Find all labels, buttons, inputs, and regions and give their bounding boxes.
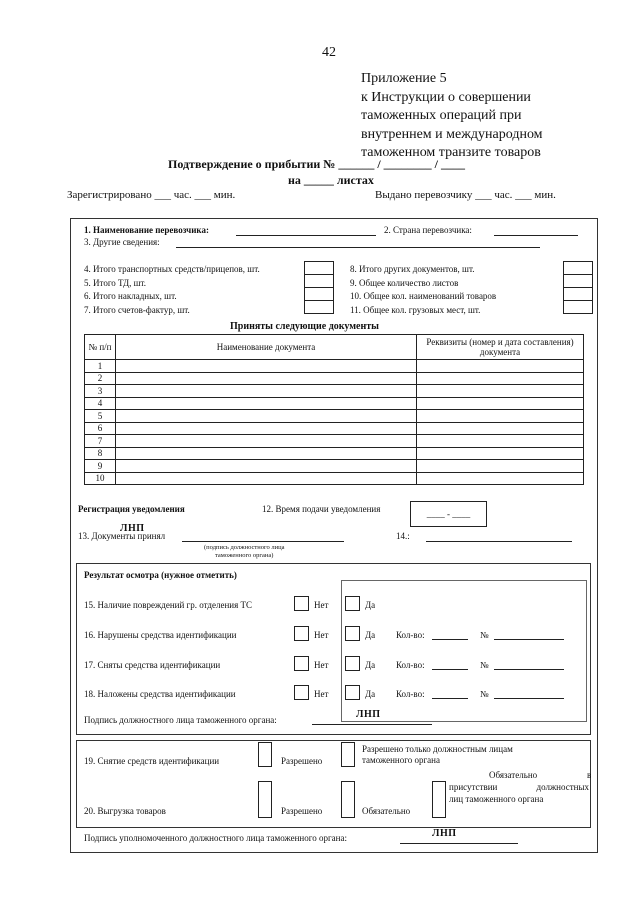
row-16-no-label: Нет [314,630,329,640]
doc-name-cell[interactable] [116,472,417,485]
appendix-heading [361,70,543,163]
table-row [85,472,584,485]
allowed-officials-line-1: Разрешено только должностным лицам [362,744,513,754]
seals-initials-stamp: ЛНП [432,828,457,839]
row-20-presence-checkbox[interactable] [432,781,446,818]
mandatory-presence-line-2: в [587,770,592,780]
doc-name-cell[interactable] [116,372,417,385]
appendix-line-2: к Инструкции о совершении [361,89,531,105]
row-number: 4 [85,397,116,410]
row-17-no-label: Нет [314,660,329,670]
table-row [85,397,584,410]
row-18-no-checkbox[interactable] [294,685,309,700]
doc-req-cell[interactable] [417,397,584,410]
docs-table [84,334,584,485]
row-15-label: 15. Наличие повреждений гр. отделения ТС [84,600,252,610]
doc-req-cell[interactable] [417,435,584,448]
table-row [85,447,584,460]
row-18-num-label: № [480,689,489,699]
row-number: 10 [85,472,116,485]
page-number: 42 [322,45,336,60]
row-15-yes-label: Да [365,600,376,610]
total-td-box[interactable] [304,274,334,288]
docs-table-title: Приняты следующие документы [230,321,379,332]
total-goods-names-label: 10. Общее кол. наименований товаров [350,291,497,301]
row-18-qty-label: Кол-во: [396,689,425,699]
row-19-officials-checkbox[interactable] [341,742,355,767]
doc-name-cell[interactable] [116,385,417,398]
row-15-yes-checkbox[interactable] [345,596,360,611]
doc-req-cell[interactable] [417,460,584,473]
row-20-mandatory-label: Обязательно [362,806,411,816]
row-number: 3 [85,385,116,398]
seals-signature-label: Подпись уполномоченного должностного лица таможенного органа: [84,833,347,843]
mandatory-presence-line-4: лиц таможенного органа [449,794,544,804]
table-row [85,372,584,385]
total-goods-names-box[interactable] [563,287,593,301]
total-vehicles-label: 4. Итого транспортных средств/прицепов, шт. [84,264,260,274]
row-16-num-label: № [480,630,489,640]
col-name-header: Наименование документа [116,335,417,360]
col-number-header: № п/п [85,335,116,360]
row-20-label: 20. Выгрузка товаров [84,806,166,816]
total-cargo-places-box[interactable] [563,300,593,314]
table-row [85,460,584,473]
registered-time: Зарегистрировано ___ час. ___ мин. [67,189,236,201]
row-16-label: 16. Нарушены средства идентификации [84,630,237,640]
total-vehicles-box[interactable] [304,261,334,275]
inspection-initials-stamp: ЛНП [356,709,381,720]
total-sheets-box[interactable] [563,274,593,288]
signature-note [204,544,284,560]
registration-label: Регистрация уведомления [78,504,185,514]
row-17-qty-label: Кол-во: [396,660,425,670]
row-number: 1 [85,360,116,373]
notification-time-label: 12. Время подачи уведомления [262,504,381,514]
carrier-name-field[interactable] [236,235,376,236]
mandatory-presence-line-3: присутствии должностных [449,782,589,792]
carrier-country-label: 2. Страна перевозчика: [384,225,472,235]
inspection-signature-label: Подпись должностного лица таможенного органа: [84,715,277,725]
carrier-country-field[interactable] [494,235,578,236]
row-18-label: 18. Наложены средства идентификации [84,689,236,699]
total-waybills-label: 6. Итого накладных, шт. [84,291,177,301]
row-17-no-checkbox[interactable] [294,656,309,671]
total-sheets-label: 9. Общее количество листов [350,277,459,288]
carrier-name-label: 1. Наименование перевозчика: [84,225,209,235]
initials-stamp: ЛНП [120,523,145,534]
inspection-title: Результат осмотра (нужное отметить) [84,570,237,580]
doc-name-cell[interactable] [116,410,417,423]
doc-req-cell[interactable] [417,360,584,373]
item-14-field[interactable] [426,541,572,542]
row-18-yes-checkbox[interactable] [345,685,360,700]
appendix-line-4: внутреннем и международном [361,126,543,142]
total-invoices-label: 7. Итого счетов-фактур, шт. [84,304,190,315]
row-number: 8 [85,447,116,460]
doc-req-cell[interactable] [417,385,584,398]
row-number: 7 [85,435,116,448]
row-15-no-checkbox[interactable] [294,596,309,611]
row-18-no-label: Нет [314,689,329,699]
allowed-officials-text [362,744,513,766]
row-number: 6 [85,422,116,435]
notification-time-box[interactable]: ____ - ____ [410,501,487,527]
item-14-label: 14.: [396,531,410,541]
total-invoices-box[interactable] [304,300,334,314]
inspection-signature-field[interactable] [312,724,432,725]
row-17-label: 17. Сняты средства идентификации [84,660,221,670]
table-row [85,385,584,398]
table-row [85,422,584,435]
other-info-label: 3. Другие сведения: [84,237,160,247]
row-17-yes-label: Да [365,660,376,670]
table-row [85,435,584,448]
signature-note-line-1: (подпись должностного лица [204,544,285,551]
docs-accepted-signature-field[interactable] [182,541,344,542]
row-16-qty-label: Кол-во: [396,630,425,640]
table-row [85,410,584,423]
total-other-docs-label: 8. Итого других документов, шт. [350,264,475,274]
doc-req-cell[interactable] [417,447,584,460]
row-16-yes-checkbox[interactable] [345,626,360,641]
other-info-field[interactable] [176,247,540,248]
doc-name-cell[interactable] [116,360,417,373]
table-row [85,360,584,373]
row-number: 9 [85,460,116,473]
col-requisites-header: Реквизиты (номер и дата составления) документа [417,335,584,360]
totals-left [84,263,260,317]
row-19-allowed-checkbox[interactable] [258,742,272,767]
appendix-line-1: Приложение 5 [361,71,447,86]
confirmation-title: Подтверждение о прибытии № ______ / ________ / ____ [168,157,466,171]
doc-req-cell[interactable] [417,472,584,485]
row-17-num-label: № [480,660,489,670]
issued-time: Выдано перевозчику ___ час. ___ мин. [375,189,556,201]
row-19-label: 19. Снятие средств идентификации [84,756,220,766]
total-waybills-box[interactable] [304,287,334,301]
doc-name-cell[interactable] [116,435,417,448]
inspection-inner-frame [341,580,587,722]
total-td-label: 5. Итого ТД, шт. [84,277,147,288]
docs-table-header [85,335,584,360]
row-18-num-field[interactable] [494,698,564,699]
row-18-yes-label: Да [365,689,376,699]
doc-name-cell[interactable] [116,447,417,460]
row-17-qty-field[interactable] [432,669,468,670]
row-16-yes-label: Да [365,630,376,640]
row-20-allowed-checkbox[interactable] [258,781,272,818]
totals-right [350,263,496,317]
doc-req-cell[interactable] [417,410,584,423]
row-16-qty-field[interactable] [432,639,468,640]
mandatory-presence-line-1: Обязательно [489,770,538,780]
confirmation-sheets: на _____ листах [288,173,374,187]
doc-req-cell[interactable] [417,372,584,385]
row-number: 5 [85,410,116,423]
row-number: 2 [85,372,116,385]
seals-signature-field[interactable] [400,843,518,844]
doc-req-cell[interactable] [417,422,584,435]
docs-accepted-label: 13. Документы принял [78,531,166,541]
doc-name-cell[interactable] [116,422,417,435]
doc-name-cell[interactable] [116,397,417,410]
row-19-allowed-label: Разрешено [281,756,323,766]
total-cargo-places-label: 11. Общее кол. грузовых мест, шт. [350,304,481,315]
row-17-yes-checkbox[interactable] [345,656,360,671]
appendix-line-5: таможенном транзите товаров [361,145,541,160]
allowed-officials-line-2: таможенного органа [362,755,440,765]
doc-name-cell[interactable] [116,460,417,473]
row-17-num-field[interactable] [494,669,564,670]
row-18-qty-field[interactable] [432,698,468,699]
row-15-no-label: Нет [314,600,329,610]
row-16-num-field[interactable] [494,639,564,640]
appendix-line-3: таможенных операций при [361,108,522,123]
row-20-allowed-label: Разрешено [281,806,323,816]
row-16-no-checkbox[interactable] [294,626,309,641]
signature-note-line-2: таможенного органа) [215,552,274,559]
row-20-mandatory-checkbox[interactable] [341,781,355,818]
total-other-docs-box[interactable] [563,261,593,275]
